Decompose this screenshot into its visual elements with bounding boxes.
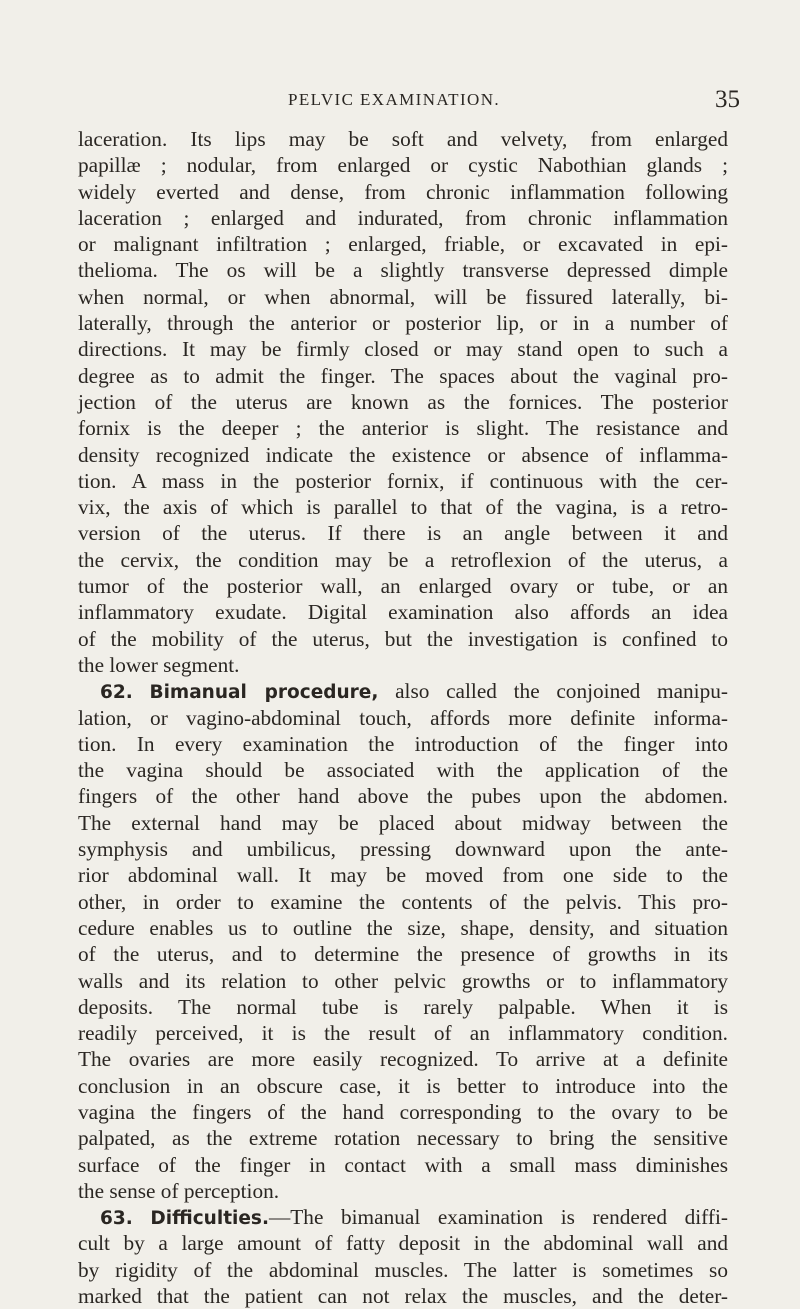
text-line: vagina the fingers of the hand corresponding to the ovary to be	[78, 1099, 728, 1124]
text-line: papillæ ; nodular, from enlarged or cystic Nabothian glands ;	[78, 153, 728, 178]
text-line: degree as to admit the finger. The spaces about the vaginal pro-	[78, 363, 728, 388]
text-line: the cervix, the condition may be a retroflexion of the uterus, a	[78, 547, 728, 572]
section-number: 63.	[100, 1208, 133, 1230]
text-line: tion. In every examination the introduction of the finger into	[78, 731, 728, 756]
text-line: palpated, as the extreme rotation necessary to bring the sensitive	[78, 1126, 728, 1151]
text-line: cedure enables us to outline the size, shape, density, and situation	[78, 915, 728, 940]
text-line: conclusion in an obscure case, it is better to introduce into the	[78, 1073, 728, 1098]
section-first-line-text: also called the conjoined manipu-	[395, 679, 728, 704]
text-line: the sense of perception.	[78, 1178, 280, 1203]
section-63-first-line	[78, 1204, 728, 1230]
text-line: marked that the patient can not relax the muscles, and the deter-	[78, 1284, 728, 1309]
text-line: version of the uterus. If there is an angle between it and	[78, 521, 728, 546]
page-number: 35	[715, 86, 740, 113]
text-line: by rigidity of the abdominal muscles. The latter is sometimes so	[78, 1257, 728, 1282]
section-62-first-line	[78, 678, 728, 704]
text-line: directions. It may be firmly closed or may stand open to such a	[78, 337, 728, 362]
text-line: readily perceived, it is the result of an inflammatory condition.	[78, 1021, 728, 1046]
text-line: symphysis and umbilicus, pressing downward upon the ante-	[78, 837, 728, 862]
text-line: cult by a large amount of fatty deposit in the abdominal wall and	[78, 1231, 728, 1256]
text-line: walls and its relation to other pelvic growths or to inflammatory	[78, 968, 728, 993]
text-line: tion. A mass in the posterior fornix, if continuous with the cer-	[78, 468, 728, 493]
text-line: fingers of the other hand above the pubes upon the abdomen.	[78, 784, 728, 809]
text-line: The ovaries are more easily recognized. To arrive at a definite	[78, 1047, 728, 1072]
text-line: laceration. Its lips may be soft and velvety, from enlarged	[78, 127, 728, 151]
text-line: deposits. The normal tube is rarely palpable. When it is	[78, 994, 728, 1019]
section-62-bimanual-procedure	[78, 678, 728, 1204]
running-head	[0, 86, 800, 116]
text-line: inflammatory exudate. Digital examination also affords an idea	[78, 600, 728, 625]
text-line: surface of the finger in contact with a small mass diminishes	[78, 1152, 728, 1177]
text-line: other, in order to examine the contents of the pelvis. This pro-	[78, 889, 728, 914]
text-line: The external hand may be placed about midway between the	[78, 810, 728, 835]
text-line: when normal, or when abnormal, will be fissured laterally, bi-	[78, 284, 728, 309]
section-first-line-text: —The bimanual examination is rendered diffi-	[268, 1205, 728, 1230]
paragraph-laceration	[78, 126, 728, 678]
text-line: jection of the uterus are known as the fornices. The posterior	[78, 389, 728, 414]
text-line: or malignant infiltration ; enlarged, friable, or excavated in epi-	[78, 232, 728, 257]
text-line: of the uterus, and to determine the presence of growths in its	[78, 942, 728, 967]
text-line: lation, or vagino-abdominal touch, affords more definite informa-	[78, 705, 728, 730]
text-line: laceration ; enlarged and indurated, from chronic inflammation	[78, 205, 728, 230]
section-heading: Bimanual procedure,	[149, 682, 379, 704]
text-line: density recognized indicate the existence or absence of inflamma-	[78, 442, 728, 467]
text-line: tumor of the posterior wall, an enlarged ovary or tube, or an	[78, 574, 728, 599]
text-line: fornix is the deeper ; the anterior is slight. The resistance and	[78, 416, 728, 441]
text-line: laterally, through the anterior or posterior lip, or in a number of	[78, 311, 728, 336]
section-heading: Difficulties.	[150, 1208, 269, 1230]
text-line: rior abdominal wall. It may be moved from one side to the	[78, 863, 728, 888]
text-line: of the mobility of the uterus, but the investigation is confined to	[78, 626, 728, 651]
section-63-difficulties	[78, 1204, 728, 1309]
text-line: widely everted and dense, from chronic inflammation following	[78, 179, 728, 204]
text-line: the lower segment.	[78, 652, 240, 677]
text-line: the vagina should be associated with the application of the	[78, 758, 728, 783]
body-text	[78, 126, 728, 1309]
text-line: vix, the axis of which is parallel to that of the vagina, is a retro-	[78, 495, 728, 520]
running-title: PELVIC EXAMINATION.	[288, 90, 501, 109]
section-number: 62.	[100, 682, 133, 704]
text-line: thelioma. The os will be a slightly transverse depressed dimple	[78, 258, 728, 283]
